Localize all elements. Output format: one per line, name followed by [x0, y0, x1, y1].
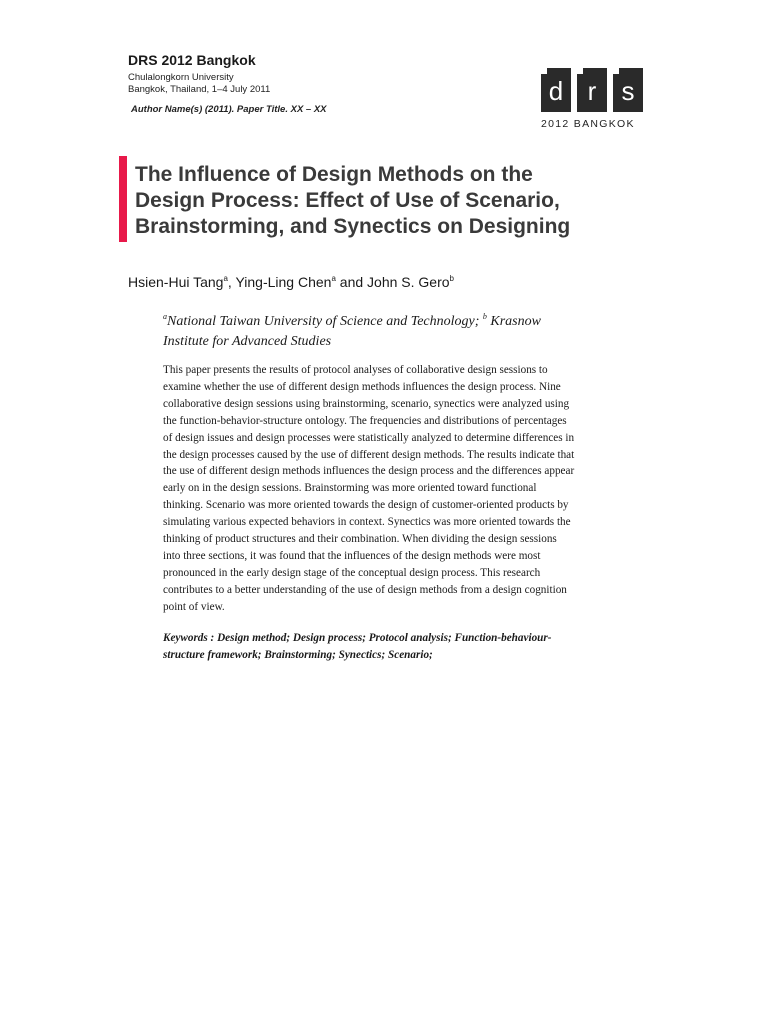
abstract-line: contributes to a better understanding of the use of design methods from a design cognition	[163, 583, 567, 596]
logo-notch	[613, 68, 619, 74]
abstract-line: simulating various expected behaviors in context. Synectics was more oriented towards the	[163, 516, 571, 529]
keywords-line: Keywords : Design method; Design process; Protocol analysis; Function-behaviour-	[163, 632, 552, 644]
title-line: Brainstorming, and Synectics on Designing	[135, 215, 571, 238]
affiliation-a: National Taiwan University of Science and Technology;	[167, 314, 483, 329]
logo-notch	[541, 68, 547, 74]
paper-title	[135, 162, 695, 240]
abstract-line: point of view.	[163, 600, 225, 613]
author-affil-mark: a	[331, 274, 336, 283]
citation-line: Author Name(s) (2011). Paper Title. XX – XX	[131, 104, 327, 115]
abstract-line: pronounced in the early design stage of the conceptual design process. This research	[163, 566, 541, 579]
abstract-line: thinking of product structures and their combination. When dividing the design sessions	[163, 533, 557, 546]
venue-line: Chulalongkorn University	[128, 72, 234, 83]
keywords-line: structure framework; Brainstorming; Synectics; Scenario;	[163, 648, 433, 661]
affiliations	[163, 307, 623, 352]
logo-letter-s: s	[613, 68, 643, 112]
abstract	[163, 362, 653, 616]
author-affil-mark: b	[449, 274, 454, 283]
title-line: Design Process: Effect of Use of Scenario,	[135, 189, 560, 212]
author-name: John S. Gero	[367, 274, 450, 290]
logo-notch	[577, 68, 583, 74]
author-name: Ying-Ling Chen	[235, 274, 332, 290]
abstract-line: examine whether the use of different design methods influences the design process. Nine	[163, 380, 561, 393]
affiliation-line	[163, 307, 623, 332]
abstract-line: of design issues and design processes were statistically analyzed to determine differences in	[163, 431, 575, 444]
logo-caption: 2012 BANGKOK	[541, 118, 635, 130]
abstract-line: the use of different design methods influences the design process and the differences appear	[163, 465, 575, 478]
abstract-line: collaborative design sessions using brainstorming, scenario, synectics were analyzed using	[163, 397, 570, 410]
logo-letter-boxes	[541, 68, 643, 112]
venue-date-line: Bangkok, Thailand, 1–4 July 2011	[128, 84, 271, 95]
title-accent-bar	[119, 156, 127, 242]
author-name: Hsien-Hui Tang	[128, 274, 224, 290]
abstract-line: into three sections, it was found that the influences of the design methods were most	[163, 549, 541, 562]
abstract-line: This paper presents the results of protocol analyses of collaborative design sessions to	[163, 364, 548, 376]
abstract-line: the function-behavior-structure ontology. The frequencies and distributions of percentages	[163, 414, 567, 427]
abstract-line: early on in the design sessions. Brainstorming was more oriented toward functional	[163, 482, 537, 495]
abstract-line: thinking. Scenario was more oriented towards the design of customer-oriented products by	[163, 499, 569, 512]
affiliation-b-part1: Krasnow	[486, 314, 541, 329]
abstract-line: the design processes caused by the use of different design methods. The results indicate that	[163, 448, 575, 461]
logo-letter-r: r	[577, 68, 607, 112]
title-line: The Influence of Design Methods on the	[135, 163, 533, 186]
author-affil-mark: a	[223, 274, 228, 283]
conference-title: DRS 2012 Bangkok	[128, 52, 256, 68]
author-separator: and	[335, 274, 368, 290]
author-separator: ,	[227, 274, 236, 290]
affiliation-b-part2: Institute for Advanced Studies	[163, 334, 332, 349]
drs-logo	[541, 68, 643, 130]
logo-letter-d: d	[541, 68, 571, 112]
affil-mark-a: a	[163, 312, 167, 321]
keywords	[163, 630, 653, 664]
affil-mark-b: b	[482, 312, 487, 321]
author-list	[128, 274, 688, 290]
